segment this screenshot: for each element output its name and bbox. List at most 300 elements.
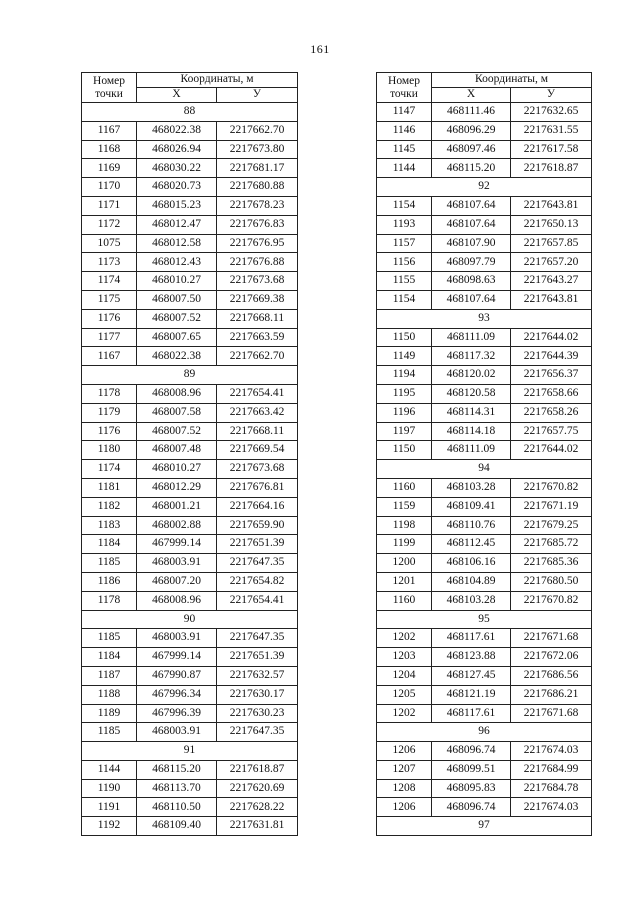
section-row	[377, 309, 592, 328]
x-coordinate-cell: 468095.83	[432, 779, 511, 798]
y-coordinate-cell: 2217671.68	[511, 704, 592, 723]
y-coordinate-cell: 2217678.23	[217, 196, 298, 215]
y-coordinate-cell: 2217632.57	[217, 666, 298, 685]
x-coordinate-cell: 468109.40	[137, 817, 217, 836]
y-coordinate-cell: 2217643.81	[511, 290, 592, 309]
point-number-cell: 1197	[377, 422, 432, 441]
point-number-cell: 1157	[377, 234, 432, 253]
y-coordinate-cell: 2217644.39	[511, 347, 592, 366]
x-coordinate-cell: 468010.27	[137, 272, 217, 291]
section-number: 90	[82, 610, 298, 629]
x-coordinate-cell: 468015.23	[137, 196, 217, 215]
table-row	[82, 328, 298, 347]
y-coordinate-cell: 2217650.13	[511, 215, 592, 234]
y-coordinate-cell: 2217676.95	[217, 234, 298, 253]
section-row	[82, 103, 298, 122]
point-number-cell: 1174	[82, 272, 137, 291]
y-coordinate-cell: 2217631.55	[511, 121, 592, 140]
y-coordinate-cell: 2217647.35	[217, 554, 298, 573]
point-number-cell: 1176	[82, 422, 137, 441]
point-number-cell: 1183	[82, 516, 137, 535]
point-number-cell: 1182	[82, 497, 137, 516]
x-coordinate-cell: 468012.43	[137, 253, 217, 272]
x-coordinate-cell: 468003.91	[137, 554, 217, 573]
point-number-cell: 1195	[377, 384, 432, 403]
y-coordinate-cell: 2217643.27	[511, 272, 592, 291]
y-coordinate-cell: 2217676.88	[217, 253, 298, 272]
table-row	[82, 666, 298, 685]
y-coordinate-cell: 2217658.66	[511, 384, 592, 403]
table-row	[82, 629, 298, 648]
table-row	[82, 798, 298, 817]
y-coordinate-cell: 2217684.78	[511, 779, 592, 798]
y-coordinate-cell: 2217659.90	[217, 516, 298, 535]
table-row	[377, 591, 592, 610]
x-coordinate-cell: 468012.47	[137, 215, 217, 234]
table-row	[377, 366, 592, 385]
y-column-header: У	[511, 88, 592, 103]
point-number-cell: 1144	[82, 760, 137, 779]
point-number-cell: 1205	[377, 685, 432, 704]
point-number-cell: 1192	[82, 817, 137, 836]
x-coordinate-cell: 468123.88	[432, 648, 511, 667]
y-coordinate-cell: 2217631.81	[217, 817, 298, 836]
y-coordinate-cell: 2217643.81	[511, 196, 592, 215]
table-row	[82, 272, 298, 291]
table-row	[377, 253, 592, 272]
section-row	[377, 610, 592, 629]
table-row	[82, 384, 298, 403]
table-row	[377, 535, 592, 554]
y-coordinate-cell: 2217662.70	[217, 121, 298, 140]
x-coordinate-cell: 468007.48	[137, 441, 217, 460]
point-number-cell: 1181	[82, 478, 137, 497]
coordinates-header: Координаты, м	[137, 73, 298, 88]
y-column-header: У	[217, 88, 298, 103]
y-coordinate-cell: 2217686.56	[511, 666, 592, 685]
x-coordinate-cell: 468022.38	[137, 121, 217, 140]
x-coordinate-cell: 468127.45	[432, 666, 511, 685]
table-row	[82, 704, 298, 723]
x-coordinate-cell: 468117.32	[432, 347, 511, 366]
x-coordinate-cell: 468111.46	[432, 103, 511, 122]
x-coordinate-cell: 468099.51	[432, 760, 511, 779]
table-row	[377, 685, 592, 704]
table-row	[82, 309, 298, 328]
section-number: 95	[377, 610, 592, 629]
x-coordinate-cell: 468113.70	[137, 779, 217, 798]
section-row	[82, 610, 298, 629]
y-coordinate-cell: 2217673.80	[217, 140, 298, 159]
x-coordinate-cell: 468026.94	[137, 140, 217, 159]
table-row	[377, 798, 592, 817]
y-coordinate-cell: 2217670.82	[511, 478, 592, 497]
y-coordinate-cell: 2217657.20	[511, 253, 592, 272]
x-coordinate-cell: 468096.29	[432, 121, 511, 140]
y-coordinate-cell: 2217670.82	[511, 591, 592, 610]
x-coordinate-cell: 467996.34	[137, 685, 217, 704]
point-number-cell: 1178	[82, 384, 137, 403]
y-coordinate-cell: 2217630.17	[217, 685, 298, 704]
x-coordinate-cell: 467990.87	[137, 666, 217, 685]
table-row	[377, 347, 592, 366]
point-number-cell: 1180	[82, 441, 137, 460]
point-number-cell: 1190	[82, 779, 137, 798]
table-row	[377, 328, 592, 347]
point-number-cell: 1185	[82, 554, 137, 573]
y-coordinate-cell: 2217672.06	[511, 648, 592, 667]
point-number-cell: 1155	[377, 272, 432, 291]
point-number-cell: 1177	[82, 328, 137, 347]
coordinates-table-right	[376, 72, 592, 836]
table-row	[82, 159, 298, 178]
table-row	[377, 290, 592, 309]
y-coordinate-cell: 2217618.87	[511, 159, 592, 178]
point-number-cell: 1201	[377, 572, 432, 591]
section-number: 89	[82, 366, 298, 385]
point-number-cell: 1154	[377, 290, 432, 309]
table-row	[82, 347, 298, 366]
y-coordinate-cell: 2217676.81	[217, 478, 298, 497]
x-coordinate-cell: 468104.89	[432, 572, 511, 591]
x-coordinate-cell: 468007.50	[137, 290, 217, 309]
y-coordinate-cell: 2217632.65	[511, 103, 592, 122]
table-row	[377, 704, 592, 723]
point-number-cell: 1191	[82, 798, 137, 817]
point-number-header: Номер точки	[377, 73, 432, 103]
point-number-cell: 1189	[82, 704, 137, 723]
point-number-cell: 1179	[82, 403, 137, 422]
table-row	[377, 441, 592, 460]
table-row	[82, 478, 298, 497]
x-coordinate-cell: 468111.09	[432, 441, 511, 460]
x-coordinate-cell: 468003.91	[137, 629, 217, 648]
table-row	[82, 554, 298, 573]
section-row	[377, 723, 592, 742]
x-coordinate-cell: 468117.61	[432, 629, 511, 648]
point-number-cell: 1149	[377, 347, 432, 366]
table-row	[82, 516, 298, 535]
y-coordinate-cell: 2217674.03	[511, 798, 592, 817]
y-coordinate-cell: 2217657.85	[511, 234, 592, 253]
point-number-cell: 1186	[82, 572, 137, 591]
section-number: 96	[377, 723, 592, 742]
x-coordinate-cell: 468114.31	[432, 403, 511, 422]
page-number: 161	[310, 42, 330, 56]
table-row	[377, 779, 592, 798]
table-row	[377, 648, 592, 667]
y-coordinate-cell: 2217663.59	[217, 328, 298, 347]
x-coordinate-cell: 468107.90	[432, 234, 511, 253]
y-coordinate-cell: 2217674.03	[511, 742, 592, 761]
section-number: 94	[377, 460, 592, 479]
table-row	[82, 817, 298, 836]
x-coordinate-cell: 468007.65	[137, 328, 217, 347]
table-row	[82, 685, 298, 704]
point-number-cell: 1145	[377, 140, 432, 159]
x-coordinate-cell: 468103.28	[432, 591, 511, 610]
table-row	[82, 460, 298, 479]
y-coordinate-cell: 2217679.25	[511, 516, 592, 535]
x-coordinate-cell: 468001.21	[137, 497, 217, 516]
table-row	[82, 253, 298, 272]
table-row	[377, 196, 592, 215]
section-number: 91	[82, 742, 298, 761]
y-coordinate-cell: 2217647.35	[217, 629, 298, 648]
x-coordinate-cell: 468007.52	[137, 422, 217, 441]
table-row	[82, 441, 298, 460]
point-number-cell: 1173	[82, 253, 137, 272]
table-row	[82, 403, 298, 422]
x-coordinate-cell: 468098.63	[432, 272, 511, 291]
x-coordinate-cell: 468112.45	[432, 535, 511, 554]
y-coordinate-cell: 2217671.68	[511, 629, 592, 648]
table-row	[82, 422, 298, 441]
y-coordinate-cell: 2217654.82	[217, 572, 298, 591]
y-coordinate-cell: 2217671.19	[511, 497, 592, 516]
x-coordinate-cell: 468003.91	[137, 723, 217, 742]
point-number-cell: 1193	[377, 215, 432, 234]
x-coordinate-cell: 468109.41	[432, 497, 511, 516]
table-row	[82, 234, 298, 253]
x-coordinate-cell: 468121.19	[432, 685, 511, 704]
table-row	[377, 572, 592, 591]
table-row	[82, 290, 298, 309]
table-row	[82, 648, 298, 667]
point-number-cell: 1185	[82, 629, 137, 648]
table-row	[82, 591, 298, 610]
point-number-cell: 1198	[377, 516, 432, 535]
y-coordinate-cell: 2217651.39	[217, 648, 298, 667]
point-number-cell: 1160	[377, 478, 432, 497]
point-number-cell: 1172	[82, 215, 137, 234]
point-number-cell: 1185	[82, 723, 137, 742]
y-coordinate-cell: 2217668.11	[217, 309, 298, 328]
y-coordinate-cell: 2217669.54	[217, 441, 298, 460]
x-coordinate-cell: 468012.58	[137, 234, 217, 253]
x-coordinate-cell: 468020.73	[137, 178, 217, 197]
x-coordinate-cell: 468107.64	[432, 196, 511, 215]
section-number: 88	[82, 103, 298, 122]
coordinates-header: Координаты, м	[432, 73, 592, 88]
table-row	[377, 478, 592, 497]
point-number-cell: 1169	[82, 159, 137, 178]
table-row	[82, 760, 298, 779]
y-coordinate-cell: 2217664.16	[217, 497, 298, 516]
y-coordinate-cell: 2217620.69	[217, 779, 298, 798]
point-number-cell: 1171	[82, 196, 137, 215]
table-row	[377, 403, 592, 422]
point-number-cell: 1202	[377, 629, 432, 648]
y-coordinate-cell: 2217656.37	[511, 366, 592, 385]
y-coordinate-cell: 2217630.23	[217, 704, 298, 723]
point-number-cell: 1206	[377, 742, 432, 761]
point-number-header: Номер точки	[82, 73, 137, 103]
y-coordinate-cell: 2217617.58	[511, 140, 592, 159]
x-coordinate-cell: 467999.14	[137, 648, 217, 667]
table-row	[82, 121, 298, 140]
table-row	[82, 535, 298, 554]
section-row	[377, 817, 592, 836]
section-row	[82, 742, 298, 761]
x-coordinate-cell: 468012.29	[137, 478, 217, 497]
x-coordinate-cell: 468107.64	[432, 290, 511, 309]
x-coordinate-cell: 468007.52	[137, 309, 217, 328]
table-row	[82, 140, 298, 159]
point-number-cell: 1204	[377, 666, 432, 685]
point-number-cell: 1150	[377, 328, 432, 347]
table-row	[377, 554, 592, 573]
y-coordinate-cell: 2217668.11	[217, 422, 298, 441]
x-coordinate-cell: 468120.02	[432, 366, 511, 385]
x-coordinate-cell: 468008.96	[137, 591, 217, 610]
point-number-cell: 1208	[377, 779, 432, 798]
x-coordinate-cell: 468110.50	[137, 798, 217, 817]
x-coordinate-cell: 468030.22	[137, 159, 217, 178]
section-number: 97	[377, 817, 592, 836]
y-coordinate-cell: 2217680.88	[217, 178, 298, 197]
point-number-cell: 1203	[377, 648, 432, 667]
y-coordinate-cell: 2217644.02	[511, 328, 592, 347]
point-number-cell: 1187	[82, 666, 137, 685]
point-number-cell: 1160	[377, 591, 432, 610]
point-number-cell: 1174	[82, 460, 137, 479]
x-coordinate-cell: 468002.88	[137, 516, 217, 535]
y-coordinate-cell: 2217673.68	[217, 272, 298, 291]
point-number-cell: 1184	[82, 535, 137, 554]
section-row	[82, 366, 298, 385]
point-number-cell: 1175	[82, 290, 137, 309]
x-coordinate-cell: 468115.20	[137, 760, 217, 779]
y-coordinate-cell: 2217662.70	[217, 347, 298, 366]
section-row	[377, 460, 592, 479]
y-coordinate-cell: 2217680.50	[511, 572, 592, 591]
y-coordinate-cell: 2217657.75	[511, 422, 592, 441]
table-row	[82, 779, 298, 798]
table-row	[377, 103, 592, 122]
y-coordinate-cell: 2217654.41	[217, 384, 298, 403]
table-row	[377, 666, 592, 685]
table-row	[377, 629, 592, 648]
x-coordinate-cell: 468097.79	[432, 253, 511, 272]
x-coordinate-cell: 468115.20	[432, 159, 511, 178]
table-row	[377, 497, 592, 516]
x-coordinate-cell: 468022.38	[137, 347, 217, 366]
x-coordinate-cell: 468114.18	[432, 422, 511, 441]
table-row	[377, 215, 592, 234]
table-row	[82, 572, 298, 591]
x-coordinate-cell: 468111.09	[432, 328, 511, 347]
point-number-cell: 1144	[377, 159, 432, 178]
table-row	[377, 760, 592, 779]
y-coordinate-cell: 2217654.41	[217, 591, 298, 610]
table-row	[377, 159, 592, 178]
table-row	[377, 121, 592, 140]
point-number-cell: 1200	[377, 554, 432, 573]
point-number-cell: 1170	[82, 178, 137, 197]
point-number-cell: 1150	[377, 441, 432, 460]
table-row	[82, 196, 298, 215]
table-row	[377, 272, 592, 291]
table-row	[377, 384, 592, 403]
x-coordinate-cell: 468107.64	[432, 215, 511, 234]
point-number-cell: 1159	[377, 497, 432, 516]
y-coordinate-cell: 2217684.99	[511, 760, 592, 779]
y-coordinate-cell: 2217669.38	[217, 290, 298, 309]
x-coordinate-cell: 468097.46	[432, 140, 511, 159]
section-row	[377, 178, 592, 197]
point-number-cell: 1176	[82, 309, 137, 328]
point-number-cell: 1194	[377, 366, 432, 385]
y-coordinate-cell: 2217663.42	[217, 403, 298, 422]
point-number-cell: 1154	[377, 196, 432, 215]
point-number-cell: 1075	[82, 234, 137, 253]
point-number-cell: 1167	[82, 347, 137, 366]
x-coordinate-cell: 468103.28	[432, 478, 511, 497]
y-coordinate-cell: 2217618.87	[217, 760, 298, 779]
table-row	[82, 178, 298, 197]
point-number-cell: 1188	[82, 685, 137, 704]
table-row	[377, 516, 592, 535]
point-number-cell: 1199	[377, 535, 432, 554]
y-coordinate-cell: 2217647.35	[217, 723, 298, 742]
point-number-cell: 1202	[377, 704, 432, 723]
x-coordinate-cell: 468110.76	[432, 516, 511, 535]
table-row	[377, 234, 592, 253]
x-column-header: X	[432, 88, 511, 103]
y-coordinate-cell: 2217673.68	[217, 460, 298, 479]
point-number-cell: 1147	[377, 103, 432, 122]
table-row	[377, 422, 592, 441]
x-coordinate-cell: 468117.61	[432, 704, 511, 723]
x-coordinate-cell: 468008.96	[137, 384, 217, 403]
table-row	[377, 140, 592, 159]
y-coordinate-cell: 2217658.26	[511, 403, 592, 422]
y-coordinate-cell: 2217644.02	[511, 441, 592, 460]
x-coordinate-cell: 468096.74	[432, 798, 511, 817]
section-number: 92	[377, 178, 592, 197]
point-number-cell: 1156	[377, 253, 432, 272]
x-coordinate-cell: 467996.39	[137, 704, 217, 723]
point-number-cell: 1207	[377, 760, 432, 779]
x-coordinate-cell: 468010.27	[137, 460, 217, 479]
x-coordinate-cell: 467999.14	[137, 535, 217, 554]
point-number-cell: 1167	[82, 121, 137, 140]
point-number-cell: 1196	[377, 403, 432, 422]
y-coordinate-cell: 2217685.36	[511, 554, 592, 573]
x-column-header: X	[137, 88, 217, 103]
coordinates-table-left	[81, 72, 298, 836]
x-coordinate-cell: 468007.20	[137, 572, 217, 591]
point-number-cell: 1178	[82, 591, 137, 610]
y-coordinate-cell: 2217628.22	[217, 798, 298, 817]
y-coordinate-cell: 2217651.39	[217, 535, 298, 554]
x-coordinate-cell: 468096.74	[432, 742, 511, 761]
table-row	[82, 215, 298, 234]
y-coordinate-cell: 2217685.72	[511, 535, 592, 554]
point-number-cell: 1168	[82, 140, 137, 159]
table-row	[82, 723, 298, 742]
y-coordinate-cell: 2217676.83	[217, 215, 298, 234]
y-coordinate-cell: 2217686.21	[511, 685, 592, 704]
table-row	[377, 742, 592, 761]
y-coordinate-cell: 2217681.17	[217, 159, 298, 178]
point-number-cell: 1206	[377, 798, 432, 817]
point-number-cell: 1184	[82, 648, 137, 667]
section-number: 93	[377, 309, 592, 328]
point-number-cell: 1146	[377, 121, 432, 140]
x-coordinate-cell: 468007.58	[137, 403, 217, 422]
